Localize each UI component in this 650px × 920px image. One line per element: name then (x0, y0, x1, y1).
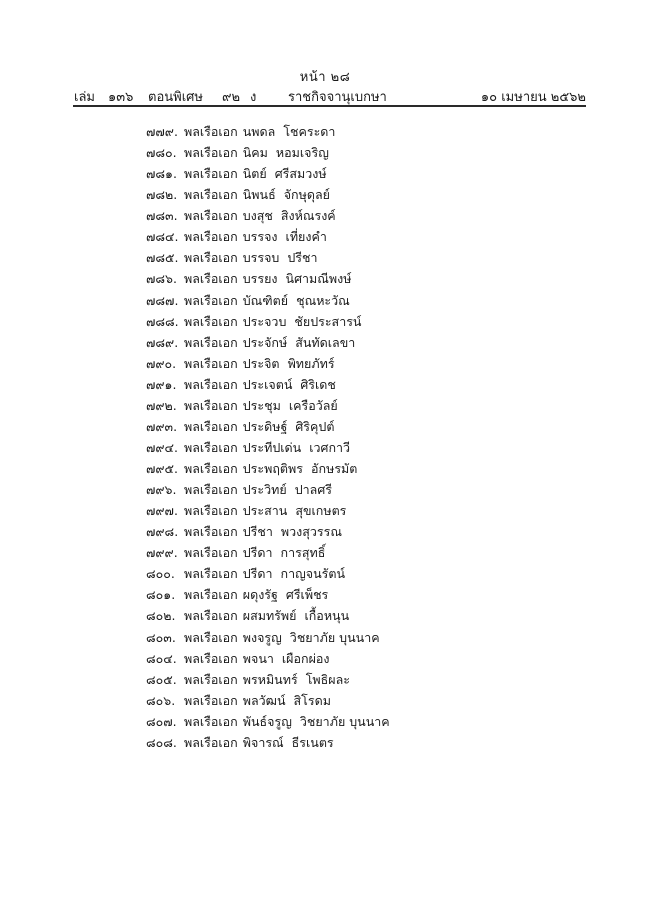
entry-number: ๘๐๓. (146, 629, 176, 645)
list-item (146, 584, 390, 605)
entry-number: ๗๙๑. (146, 376, 177, 392)
entry-first-name: บัณฑิตย์ (242, 292, 289, 308)
entry-first-name: พิจารณ์ (242, 734, 284, 750)
entry-number: ๗๘๙. (146, 334, 179, 350)
publication-date: ๑๐ เมษายน ๒๕๖๒ (480, 90, 586, 105)
entry-last-name: สันทัดเลขา (295, 334, 356, 350)
entry-rank: พลเรือเอก (184, 250, 238, 266)
entry-first-name: บรรจบ (242, 250, 280, 266)
list-item (146, 458, 390, 479)
entry-rank: พลเรือเอก (184, 334, 238, 350)
entry-rank: พลเรือเอก (184, 734, 238, 750)
entry-first-name: ประจิต (242, 355, 280, 371)
list-item (146, 205, 390, 226)
entry-last-name: เครือวัลย์ (288, 397, 338, 413)
entry-rank: พลเรือเอก (184, 313, 238, 329)
list-item (146, 395, 390, 416)
entry-number: ๘๐๘. (146, 734, 177, 750)
list-item (146, 184, 390, 205)
entry-last-name: ปาลศรี (294, 482, 332, 498)
list-item (146, 500, 390, 521)
entry-number: ๘๐๐. (146, 566, 175, 582)
entry-number: ๗๘๔. (146, 229, 179, 245)
entry-last-name: กาญจนรัตน์ (280, 566, 346, 582)
entry-last-name: ศิริคุปต์ (295, 418, 335, 434)
entry-last-name: ปรีชา (287, 250, 318, 266)
entry-first-name: บรรจง (242, 229, 278, 245)
issue-number: ๙๒ (222, 90, 241, 105)
entry-last-name: ศรีเพ็ชร (285, 587, 329, 603)
entry-number: ๗๙๙. (146, 545, 178, 561)
entry-first-name: นิคม (242, 145, 268, 161)
entry-last-name: อักษรมัต (311, 461, 358, 476)
entry-number: ๘๐๗. (146, 713, 177, 729)
entry-number: ๗๙๕. (146, 461, 178, 476)
entry-last-name: ศรีสมวงษ์ (274, 166, 327, 182)
list-item (146, 332, 390, 353)
entry-number: ๗๙๓. (146, 418, 178, 434)
entry-first-name: พจนา (242, 650, 274, 666)
entry-number: ๗๘๒. (146, 187, 178, 203)
gazette-title: ราชกิจจานุเบกษา (288, 90, 387, 105)
list-item (146, 416, 390, 437)
entry-number: ๗๘๕. (146, 250, 179, 266)
entry-first-name: ประชุม (242, 397, 281, 413)
list-item (146, 690, 390, 711)
list-item (146, 627, 390, 648)
entry-number: ๗๙๖. (146, 482, 177, 498)
entry-rank: พลเรือเอก (184, 587, 238, 603)
entry-number: ๘๐๑. (146, 587, 176, 603)
entry-first-name: ปรีดา (242, 566, 273, 582)
entry-number: ๘๐๖. (146, 692, 176, 708)
entry-first-name: นิตย์ (242, 166, 267, 182)
entry-last-name: พวงสุวรรณ (280, 524, 342, 540)
entry-last-name: สิงห์ณรงค์ (280, 208, 336, 224)
entry-first-name: ประจักษ์ (242, 334, 288, 350)
list-item (146, 732, 390, 753)
volume-label: เล่ม (74, 90, 95, 105)
entry-first-name: พรหมินทร์ (242, 671, 298, 687)
entry-first-name: บงสุช (242, 208, 273, 224)
entry-number: ๗๙๔. (146, 439, 178, 455)
entry-first-name: พงจรูญ (242, 629, 282, 645)
entry-number: ๗๘๖. (146, 271, 177, 287)
entry-first-name: พลวัฒน์ (242, 692, 286, 708)
entry-rank: พลเรือเอก (184, 545, 238, 561)
entry-rank: พลเรือเอก (184, 524, 238, 540)
list-item (146, 226, 390, 247)
entry-rank: พลเรือเอก (184, 692, 238, 708)
entry-first-name: ประพฤติพร (242, 461, 303, 476)
entry-rank: พลเรือเอก (184, 145, 238, 161)
entry-last-name: ชัยประสารน์ (294, 313, 362, 329)
entry-rank: พลเรือเอก (184, 608, 238, 624)
entry-first-name: ประสาน (242, 503, 288, 519)
entry-rank: พลเรือเอก (184, 650, 238, 666)
entry-rank: พลเรือเอก (184, 503, 238, 519)
entry-rank: พลเรือเอก (184, 271, 238, 287)
entry-last-name: จักษุดุลย์ (283, 187, 330, 203)
entry-last-name: วิชยาภัย บุนนาค (299, 713, 390, 729)
entry-rank: พลเรือเอก (184, 461, 238, 476)
list-item (146, 353, 390, 374)
entry-first-name: บรรยง (242, 271, 278, 287)
entry-first-name: ประเจตน์ (242, 376, 293, 392)
entry-number: ๘๐๔. (146, 650, 177, 666)
list-item (146, 648, 390, 669)
entry-rank: พลเรือเอก (184, 292, 238, 308)
entry-last-name: เวศกาวี (309, 439, 351, 455)
list-item (146, 479, 390, 500)
entry-last-name: วิชยาภัย บุนนาค (289, 629, 380, 645)
entry-rank: พลเรือเอก (184, 124, 238, 139)
entry-first-name: ผสมทรัพย์ (242, 608, 297, 624)
list-item (146, 605, 390, 626)
list-item (146, 437, 390, 458)
gazette-header (74, 86, 586, 104)
entry-number: ๗๘๗. (146, 292, 179, 308)
entry-last-name: เที่ยงคำ (285, 229, 327, 245)
entry-first-name: ปรีดา (242, 545, 273, 561)
entry-last-name: เผือกผ่อง (281, 650, 330, 666)
entry-number: ๘๐๒. (146, 608, 176, 624)
entry-last-name: โพธิผละ (305, 671, 350, 687)
entry-rank: พลเรือเอก (184, 418, 238, 434)
list-item (146, 542, 390, 563)
entry-rank: พลเรือเอก (184, 671, 238, 687)
entry-last-name: เกื้อหนุน (304, 608, 350, 624)
entry-rank: พลเรือเอก (184, 166, 238, 182)
entry-rank: พลเรือเอก (184, 187, 238, 203)
name-list (146, 121, 390, 753)
list-item (146, 247, 390, 268)
entry-first-name: ปรีชา (242, 524, 273, 540)
entry-number: ๗๙๐. (146, 355, 177, 371)
entry-first-name: นพดล (242, 124, 276, 139)
entry-first-name: ประทีปเด่น (242, 439, 302, 455)
entry-rank: พลเรือเอก (184, 629, 238, 645)
entry-number: ๗๙๘. (146, 524, 179, 540)
entry-first-name: ประจวบ (242, 313, 287, 329)
list-item (146, 163, 390, 184)
entry-rank: พลเรือเอก (184, 566, 238, 582)
header-divider (73, 105, 586, 107)
entry-last-name: สุขเกษตร (295, 503, 347, 519)
list-item (146, 711, 390, 732)
entry-last-name: พิทยภัทร์ (287, 355, 335, 371)
list-item (146, 121, 390, 142)
list-item (146, 563, 390, 584)
entry-last-name: การสุทธิ์ (280, 545, 326, 561)
entry-number: ๗๗๙. (146, 124, 178, 139)
entry-number: ๗๙๗. (146, 503, 178, 519)
entry-number: ๗๘๐. (146, 145, 177, 161)
list-item (146, 669, 390, 690)
entry-rank: พลเรือเอก (184, 397, 238, 413)
issue-label: ตอนพิเศษ (148, 90, 203, 105)
list-item (146, 290, 390, 311)
list-item (146, 374, 390, 395)
entry-first-name: พันธ์จรูญ (242, 713, 292, 729)
entry-first-name: ผดุงรัฐ (242, 587, 278, 603)
entry-rank: พลเรือเอก (184, 229, 238, 245)
entry-last-name: ศิริเดช (300, 376, 336, 392)
volume-number: ๑๓๖ (108, 90, 134, 105)
entry-last-name: นิศามณีพงษ์ (285, 271, 352, 287)
entry-rank: พลเรือเอก (184, 376, 238, 392)
entry-last-name: โชคระดา (283, 124, 336, 139)
entry-number: ๘๐๕. (146, 671, 177, 687)
entry-number: ๗๙๒. (146, 397, 177, 413)
entry-rank: พลเรือเอก (184, 355, 238, 371)
entry-rank: พลเรือเอก (184, 482, 238, 498)
entry-last-name: ธีรเนตร (291, 734, 334, 750)
list-item (146, 268, 390, 289)
entry-rank: พลเรือเอก (184, 208, 238, 224)
page-number: หน้า ๒๘ (299, 70, 351, 85)
entry-last-name: ชุณหะวัณ (296, 292, 350, 308)
issue-suffix: ง (250, 90, 257, 105)
entry-last-name: หอมเจริญ (275, 145, 329, 161)
entry-first-name: นิพนธ์ (242, 187, 276, 203)
entry-first-name: ประวิทย์ (242, 482, 287, 498)
entry-number: ๗๘๑. (146, 166, 177, 182)
entry-rank: พลเรือเอก (184, 713, 238, 729)
list-item (146, 311, 390, 332)
entry-number: ๗๘๓. (146, 208, 178, 224)
entry-first-name: ประดิษฐ์ (242, 418, 288, 434)
list-item (146, 142, 390, 163)
entry-last-name: สิโรดม (293, 692, 331, 708)
list-item (146, 521, 390, 542)
entry-rank: พลเรือเอก (184, 439, 238, 455)
entry-number: ๗๘๘. (146, 313, 179, 329)
